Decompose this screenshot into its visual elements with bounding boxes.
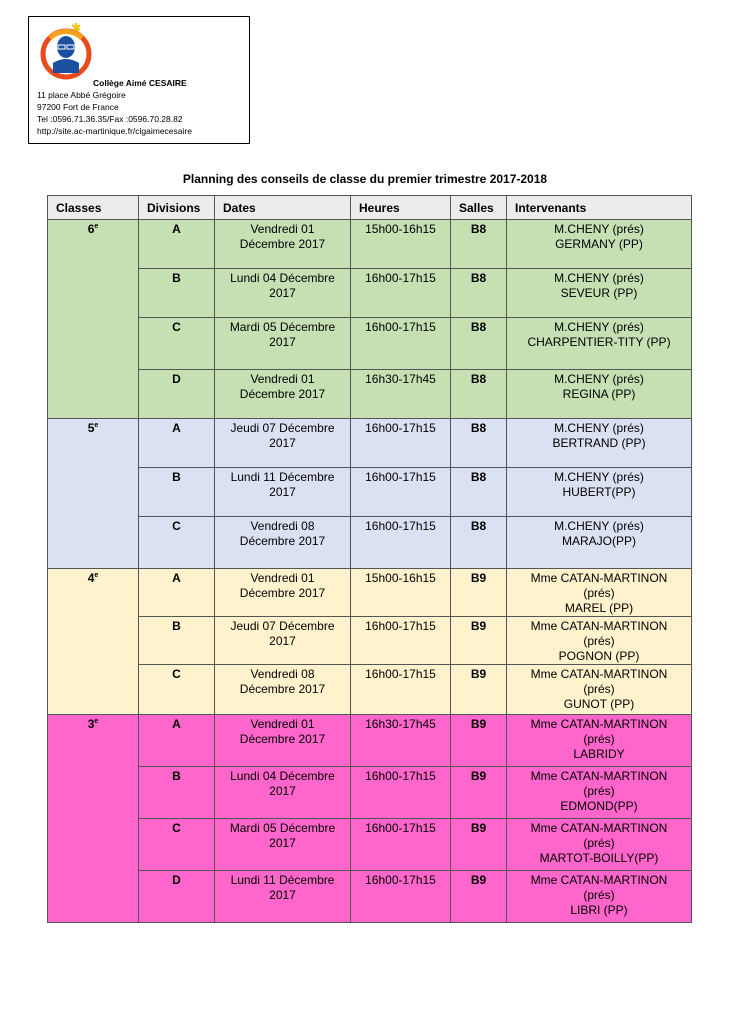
room-cell: B8 [451,269,507,318]
division-cell: C [139,318,215,370]
table-row [48,220,692,269]
division-cell: A [139,220,215,269]
participants-cell: Mme CATAN-MARTINON (prés) LABRIDY [507,715,692,767]
division-cell: B [139,468,215,517]
participants-cell: Mme CATAN-MARTINON (prés) MARTOT-BOILLY(PP) [507,819,692,871]
address-line: 97200 Fort de France [37,102,119,112]
date-cell: Vendredi 08 Décembre 2017 [215,665,351,715]
table-row [48,269,692,318]
time-cell: 16h30-17h45 [351,370,451,419]
document-title: Planning des conseils de classe du premier trimestre 2017-2018 [182,172,548,186]
school-website-link[interactable]: http://site.ac-martinique.fr/clgaimecesaire [37,126,192,136]
column-header-heures: Heures [351,196,451,220]
table-row [48,468,692,517]
room-cell: B9 [451,617,507,665]
division-cell: D [139,871,215,923]
time-cell: 16h00-17h15 [351,665,451,715]
time-cell: 16h00-17h15 [351,517,451,569]
class-level: 4 [87,571,95,585]
date-cell: Mardi 05 Décembre 2017 [215,318,351,370]
column-header-intervenants: Intervenants [507,196,692,220]
time-cell: 16h00-17h15 [351,318,451,370]
class-level-cell [48,569,139,715]
participants-cell: Mme CATAN-MARTINON (prés) EDMOND(PP) [507,767,692,819]
time-cell: 16h00-17h15 [351,269,451,318]
date-cell: Vendredi 01 Décembre 2017 [215,370,351,419]
table-row [48,819,692,871]
time-cell: 16h00-17h15 [351,871,451,923]
class-level-cell [48,419,139,569]
time-cell: 16h00-17h15 [351,468,451,517]
room-cell: B8 [451,419,507,468]
participants-cell: Mme CATAN-MARTINON (prés) GUNOT (PP) [507,665,692,715]
class-level: 6 [87,222,95,236]
column-header-classes: Classes [48,196,139,220]
time-cell: 16h30-17h45 [351,715,451,767]
room-cell: B8 [451,220,507,269]
table-row [48,419,692,468]
date-cell: Mardi 05 Décembre 2017 [215,819,351,871]
school-logo-icon [36,21,94,81]
table-row [48,517,692,569]
room-cell: B9 [451,715,507,767]
table-row [48,370,692,419]
class-level-cell [48,220,139,419]
division-cell: A [139,569,215,617]
participants-cell: M.CHENY (prés) REGINA (PP) [507,370,692,419]
date-cell: Lundi 04 Décembre 2017 [215,767,351,819]
participants-cell: M.CHENY (prés) SEVEUR (PP) [507,269,692,318]
date-cell: Vendredi 08 Décembre 2017 [215,517,351,569]
room-cell: B8 [451,370,507,419]
table-row [48,871,692,923]
time-cell: 16h00-17h15 [351,767,451,819]
date-cell: Vendredi 01 Décembre 2017 [215,715,351,767]
room-cell: B8 [451,318,507,370]
division-cell: A [139,715,215,767]
date-cell: Lundi 04 Décembre 2017 [215,269,351,318]
time-cell: 16h00-17h15 [351,419,451,468]
contact-phone-fax[interactable]: Tel :0596.71.36.35/Fax :0596.70.28.82 [37,114,183,124]
column-header-salles: Salles [451,196,507,220]
division-cell: B [139,767,215,819]
participants-cell: M.CHENY (prés) MARAJO(PP) [507,517,692,569]
participants-cell: M.CHENY (prés) HUBERT(PP) [507,468,692,517]
date-cell: Jeudi 07 Décembre 2017 [215,617,351,665]
class-level-suffix: e [94,422,99,429]
division-cell: B [139,269,215,318]
participants-cell: Mme CATAN-MARTINON (prés) POGNON (PP) [507,617,692,665]
participants-cell: M.CHENY (prés) CHARPENTIER-TITY (PP) [507,318,692,370]
class-level: 3 [87,717,95,731]
date-cell: Lundi 11 Décembre 2017 [215,871,351,923]
table-row [48,767,692,819]
table-header-row [48,196,692,220]
school-name: Collège Aimé CESAIRE [93,78,187,88]
time-cell: 16h00-17h15 [351,617,451,665]
class-level-suffix: e [94,223,99,230]
date-cell: Vendredi 01 Décembre 2017 [215,220,351,269]
division-cell: C [139,819,215,871]
class-level: 5 [87,421,95,435]
address-line: 11 place Abbé Grégoire [37,90,126,100]
participants-cell: M.CHENY (prés) GERMANY (PP) [507,220,692,269]
room-cell: B9 [451,767,507,819]
table-row [48,569,692,617]
room-cell: B9 [451,871,507,923]
table-row [48,617,692,665]
room-cell: B8 [451,468,507,517]
time-cell: 15h00-16h15 [351,220,451,269]
column-header-divisions: Divisions [139,196,215,220]
date-cell: Lundi 11 Décembre 2017 [215,468,351,517]
school-header-box [28,16,250,144]
participants-cell: Mme CATAN-MARTINON (prés) MAREL (PP) [507,569,692,617]
room-cell: B9 [451,569,507,617]
date-cell: Vendredi 01 Décembre 2017 [215,569,351,617]
participants-cell: M.CHENY (prés) BERTRAND (PP) [507,419,692,468]
division-cell: C [139,517,215,569]
room-cell: B9 [451,819,507,871]
planning-table [47,195,692,923]
class-level-suffix: e [94,572,99,579]
date-cell: Jeudi 07 Décembre 2017 [215,419,351,468]
room-cell: B9 [451,665,507,715]
class-level-suffix: e [94,718,99,725]
class-level-cell [48,715,139,923]
table-row [48,665,692,715]
participants-cell: Mme CATAN-MARTINON (prés) LIBRI (PP) [507,871,692,923]
division-cell: C [139,665,215,715]
time-cell: 16h00-17h15 [351,819,451,871]
division-cell: D [139,370,215,419]
time-cell: 15h00-16h15 [351,569,451,617]
column-header-dates: Dates [215,196,351,220]
table-row [48,715,692,767]
division-cell: B [139,617,215,665]
table-row [48,318,692,370]
room-cell: B8 [451,517,507,569]
division-cell: A [139,419,215,468]
